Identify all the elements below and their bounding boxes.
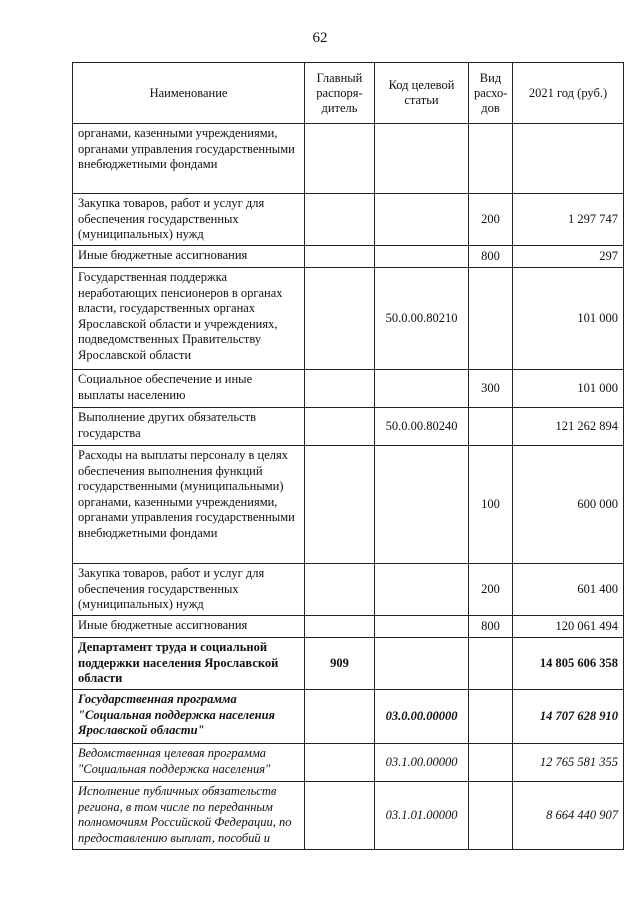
cell-target-code: 03.0.00.00000 [375,690,469,744]
table-row [73,616,624,638]
table-row [73,782,624,850]
table-row [73,690,624,744]
cell-amount: 121 262 894 [513,408,624,446]
header-target-code: Код целевой статьи [375,63,469,124]
cell-expense-type: 300 [469,370,513,408]
cell-chief-administrator [305,194,375,246]
cell-target-code [375,370,469,408]
cell-target-code [375,638,469,690]
cell-expense-type: 200 [469,194,513,246]
cell-name: Государственная поддержка неработающих пенсионеров в органах власти, государственных органах Ярославской области и учреждениях, подведомственных Правительству Ярославской области [73,268,305,370]
cell-expense-type: 800 [469,246,513,268]
cell-amount: 14 707 628 910 [513,690,624,744]
cell-chief-administrator [305,408,375,446]
cell-target-code [375,194,469,246]
table-row [73,194,624,246]
cell-amount: 8 664 440 907 [513,782,624,850]
cell-expense-type [469,638,513,690]
cell-target-code [375,246,469,268]
table-row [73,246,624,268]
cell-expense-type [469,268,513,370]
cell-name: Иные бюджетные ассигнования [73,616,305,638]
cell-chief-administrator [305,564,375,616]
cell-chief-administrator [305,370,375,408]
cell-target-code: 50.0.00.80210 [375,268,469,370]
cell-target-code [375,124,469,194]
cell-chief-administrator [305,782,375,850]
cell-chief-administrator: 909 [305,638,375,690]
cell-expense-type [469,690,513,744]
cell-amount: 14 805 606 358 [513,638,624,690]
cell-expense-type [469,408,513,446]
cell-name: органами, казенными учреждениями, органами управления государственными внебюджетными фондами [73,124,305,194]
table-row [73,408,624,446]
page-number: 62 [312,30,328,46]
cell-amount: 1 297 747 [513,194,624,246]
cell-amount: 101 000 [513,370,624,408]
cell-chief-administrator [305,446,375,564]
cell-name: Государственная программа "Социальная поддержка населения Ярославской области" [73,690,305,744]
table-row [73,124,624,194]
cell-amount: 101 000 [513,268,624,370]
cell-amount: 600 000 [513,446,624,564]
cell-target-code: 50.0.00.80240 [375,408,469,446]
cell-chief-administrator [305,690,375,744]
table-row [73,370,624,408]
header-name: Наименование [73,63,305,124]
cell-name: Департамент труда и социальной поддержки населения Ярославской области [73,638,305,690]
cell-chief-administrator [305,744,375,782]
cell-amount: 120 061 494 [513,616,624,638]
cell-expense-type: 100 [469,446,513,564]
cell-expense-type: 800 [469,616,513,638]
cell-target-code [375,446,469,564]
cell-name: Расходы на выплаты персоналу в целях обеспечения выполнения функций государственными (муниципальными) органами, казенными учреждениями, органами управления государственными внебюджетными фондами [73,446,305,564]
cell-target-code: 03.1.01.00000 [375,782,469,850]
cell-name: Выполнение других обязательств государства [73,408,305,446]
table-row [73,744,624,782]
table-header-row [73,63,624,124]
cell-expense-type: 200 [469,564,513,616]
table-body [73,124,624,850]
cell-target-code [375,616,469,638]
cell-expense-type [469,124,513,194]
cell-chief-administrator [305,616,375,638]
cell-name: Социальное обеспечение и иные выплаты населению [73,370,305,408]
cell-chief-administrator [305,124,375,194]
cell-name: Закупка товаров, работ и услуг для обеспечения государственных (муниципальных) нужд [73,564,305,616]
cell-target-code [375,564,469,616]
header-chief-administrator: Главный распоря-дитель [305,63,375,124]
table-row [73,564,624,616]
budget-table [72,62,624,850]
cell-amount: 12 765 581 355 [513,744,624,782]
header-expense-type: Вид расхо-дов [469,63,513,124]
header-amount-2021: 2021 год (руб.) [513,63,624,124]
cell-name: Иные бюджетные ассигнования [73,246,305,268]
cell-amount: 297 [513,246,624,268]
cell-name: Закупка товаров, работ и услуг для обеспечения государственных (муниципальных) нужд [73,194,305,246]
table-row [73,268,624,370]
table-row [73,638,624,690]
cell-target-code: 03.1.00.00000 [375,744,469,782]
cell-amount [513,124,624,194]
cell-amount: 601 400 [513,564,624,616]
cell-name: Исполнение публичных обязательств региона, в том числе по переданным полномочиям Российской Федерации, по предоставлению выплат, пособий и [73,782,305,850]
cell-name: Ведомственная целевая программа "Социальная поддержка населения" [73,744,305,782]
cell-chief-administrator [305,268,375,370]
table-row [73,446,624,564]
cell-expense-type [469,782,513,850]
cell-expense-type [469,744,513,782]
cell-chief-administrator [305,246,375,268]
